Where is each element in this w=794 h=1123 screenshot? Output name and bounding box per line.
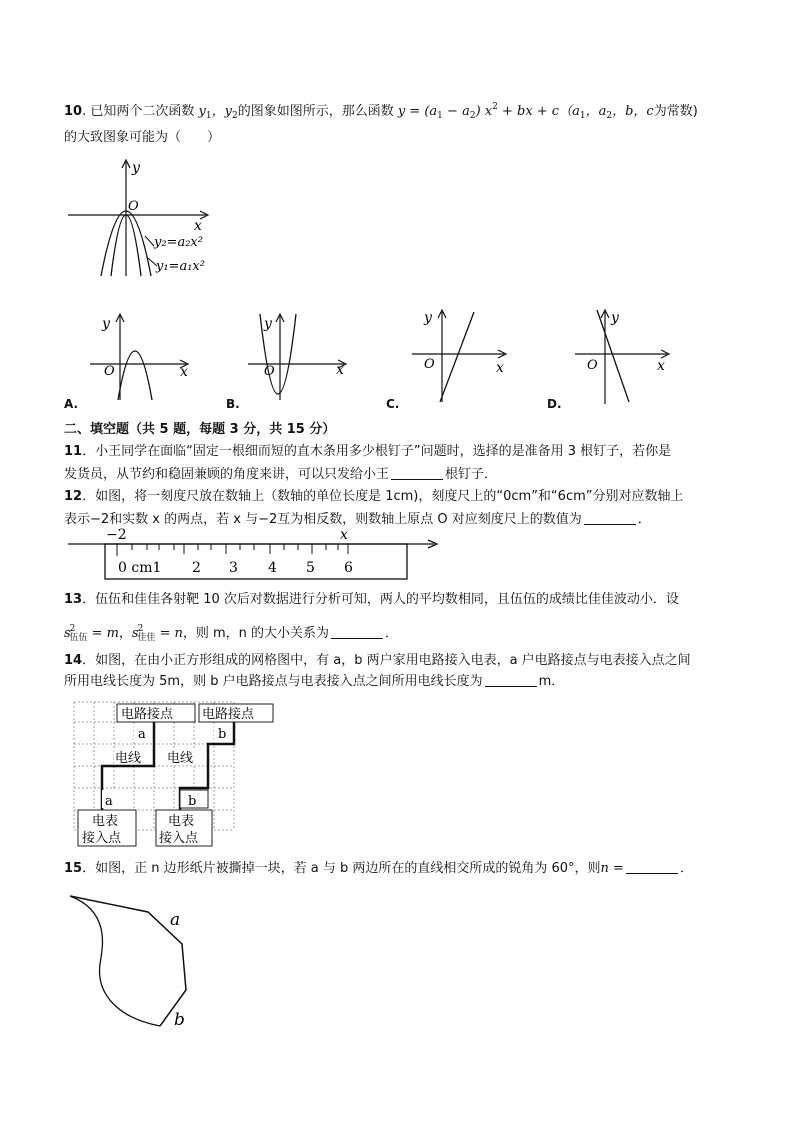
q13-sub-2: 佳佳 [137,633,156,643]
q11-answer-blank[interactable] [391,467,443,480]
q15-text-1b: ． [679,861,693,876]
q14-answer-blank[interactable] [485,674,537,687]
q10-option-a-label[interactable]: A. [64,397,79,411]
q15-a-label: a [170,910,181,930]
q10a-x-label: x [180,364,188,380]
q10a-y-label: y [102,316,110,332]
q10-y1-label: y₁=a₁x² [156,259,205,274]
q14-meter-label-b1: 电表 [168,814,195,829]
q14-point-label-a: 电路接点 [121,707,174,722]
q15-answer-blank[interactable] [626,861,678,874]
q12-number: 12 [64,489,83,504]
q10b-y-label: y [264,316,272,332]
q12-text-1: ．如图，将一刻度尺放在数轴上（数轴的单位长度是 1cm)，刻度尺上的“0cm”和“6cm”分别对应数轴上 [82,489,684,504]
q14-point-label-b: 电路接点 [202,707,255,722]
q10-text-c: 为常数) [653,104,698,119]
section2-title: 二、填空题（共 5 题，每题 3 分，共 15 分） [64,422,336,437]
q10-option-c-label[interactable]: C. [386,397,400,411]
q12-tick-4: 4 [268,560,277,576]
q14-a-top-label: a [138,727,146,742]
q13-sub-1: 伍伍 [69,633,88,643]
q15-text-1a: ．如图，正 n 边形纸片被撕掉一块，若 a 与 b 两边所在的直线相交所成的锐角为 60°，则 [82,861,601,876]
q10-y-label: y [132,160,140,176]
q14-a-bottom-label: a [105,794,113,809]
q12-tick-0: 0 cm1 [118,560,162,576]
q12-tick-2: 2 [192,560,201,576]
q12-line2 [64,511,651,529]
q10-option-a-graph[interactable] [90,312,200,402]
q12-line1 [64,488,683,506]
q10c-y-label: y [424,310,432,326]
q14-text-2b: m． [538,674,565,689]
q14-b-bottom-label: b [188,794,197,809]
q12-answer-blank[interactable] [584,512,636,525]
q10a-origin-label: O [104,364,115,379]
q10d-x-label: x [657,358,665,374]
q10-math-func: $y = (a_1 - a_2) x^2$ + bx + $c(a_1$，$a_2$，b，c [397,102,654,121]
q12-tick-5: 5 [306,560,315,576]
q10d-origin-label: O [587,358,598,373]
q14-grid-figure [70,698,280,848]
q10b-origin-label: O [264,364,275,379]
q13-text-1: ．伍伍和佳佳各射靶 10 次后对数据进行分析可知，两人的平均数相同，且伍伍的成绩比佳佳波动小．设 [82,592,679,607]
q11-text-2a: 发货员，从节约和稳固兼顾的角度来讲，可以只发给小王 [64,467,390,482]
q13-answer-blank[interactable] [331,626,383,639]
q10d-y-label: y [611,310,619,326]
q12-x-label: x [340,528,348,543]
q10c-x-label: x [496,360,504,376]
q14-number: 14 [64,653,83,668]
q13-line1 [64,591,679,609]
q14-meter-label-b2: 接入点 [159,831,199,846]
q14-text-2a: 所用电线长度为 5m，则 b 户电路接点与电表接入点之间所用电线长度为 [64,674,483,689]
q15-line1: 15．如图，正 n 边形纸片被撕掉一块，若 a 与 b 两边所在的直线相交所成的锐角为 60°，则n = ． [64,861,693,876]
q10c-origin-label: O [424,357,435,372]
q10-line1 [64,98,698,125]
q10-y2-label: y₂=a₂x² [154,235,203,250]
q14-b-top-label: b [218,727,227,742]
q10-text-b: 的图象如图所示，那么函数 [237,104,394,119]
q14-line2 [64,673,564,691]
q14-meter-label-a2: 接入点 [82,831,122,846]
q10-option-c-graph[interactable] [412,306,522,406]
q10-option-d-label[interactable]: D. [547,397,562,411]
q12-text-2a: 表示−2和实数 x 的两点，若 x 与−2互为相反数，则数轴上原点 O 对应刻度尺上的数值为 [64,512,582,527]
q12-tick-6: 6 [344,560,353,576]
q14-text-1: ．如图，在由小正方形组成的网格图中，有 a，b 两户家用电路接入电表，a 户电路接点与电表接入点之间 [82,653,691,668]
q11-number: 11 [64,444,83,459]
q14-line1 [64,652,691,670]
q15-number: 15 [64,861,83,876]
q10-option-d-graph[interactable] [575,306,685,406]
q12-tick-3: 3 [229,560,238,576]
q10-origin-label: O [128,199,139,214]
q10-line2: 的大致图象可能为（ ） [64,130,221,145]
q14-wire-label-a: 电线 [115,751,142,766]
q10-text-a: . 已知两个二次函数 [82,104,195,119]
q15-b-label: b [174,1010,185,1030]
q10-number: 10 [64,104,83,119]
q13-math-s2: $s^2_{佳佳} = n$ [131,624,183,643]
q11-text-1: ．小王同学在面临“固定一根细而短的直木条用多少根钉子”问题时，选择的是准备用 3 根钉子，若你是 [82,444,672,459]
q14-meter-label-a1: 电表 [92,814,119,829]
q13-text-2c: ，则 m，n 的大小关系为 [182,626,330,641]
q11-text-2b: 根钉子． [445,467,498,482]
q10-option-b-graph[interactable] [248,312,358,402]
q15-polygon-figure [64,890,204,1035]
q13-text-2d: ． [385,626,399,641]
q13-line2: $s^2_{伍伍} = m$，$s^2_{佳佳} = n$，则 m，n 的大小关系为 ． [64,624,399,643]
q12-ruler-figure [68,528,448,584]
q11-line1 [64,443,671,461]
q14-wire-label-b: 电线 [167,751,194,766]
q10-option-b-label[interactable]: B. [226,397,240,411]
q10b-x-label: x [336,362,344,378]
q10-main-figure [68,158,228,283]
q12-neg2-label: −2 [106,528,127,543]
q11-line2 [64,466,497,484]
q10-math-y1y2: $y_1$，$y_2$ [198,104,238,121]
q10-x-label: x [194,218,202,234]
q13-math-s1: $s^2_{伍伍} = m$ [64,624,119,643]
q13-number: 13 [64,592,83,607]
q12-text-2b: ． [637,512,651,527]
